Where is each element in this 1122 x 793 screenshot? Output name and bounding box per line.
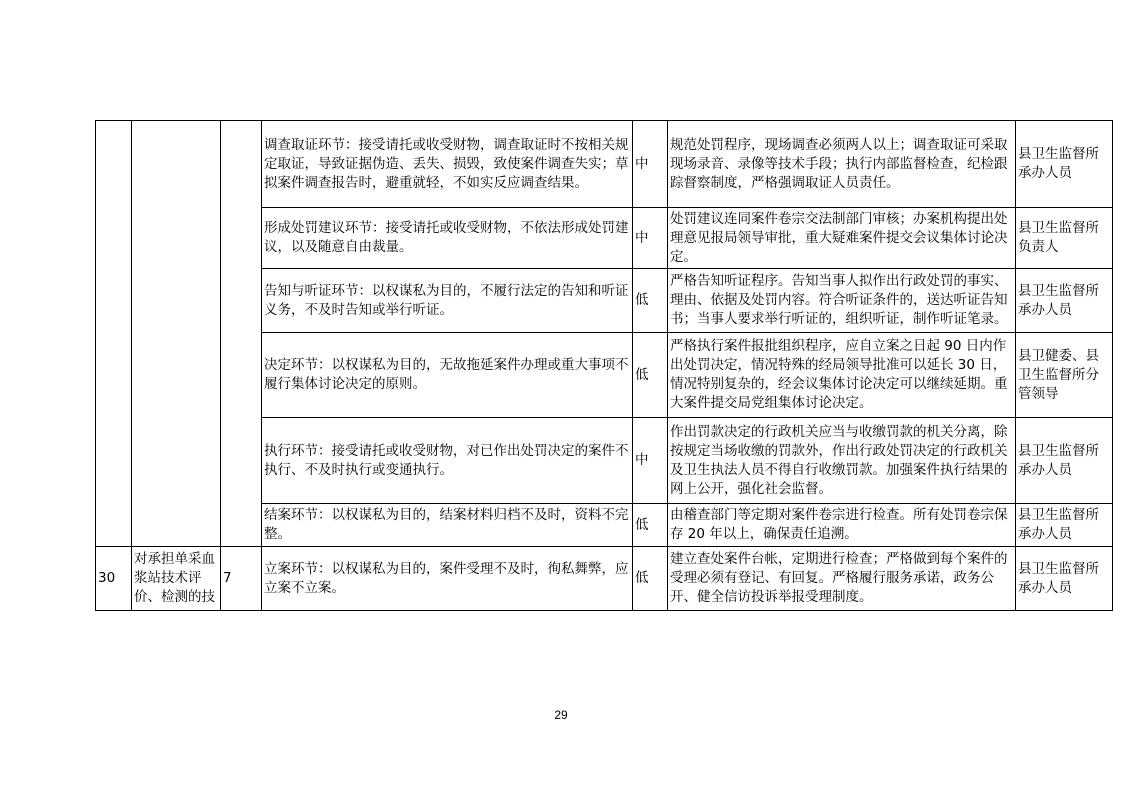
risk-level-cell: 中 xyxy=(633,418,668,504)
responsible-cell: 县卫生监督所承办人员 xyxy=(1016,547,1113,611)
prevention-measure-cell: 处罚建议连同案件卷宗交法制部门审核；办案机构提出处理意见报局领导审批，重大疑难案件提交会议集体讨论决定。 xyxy=(668,208,1016,269)
row-no-cell: 30 xyxy=(96,547,132,611)
responsible-cell: 县卫生监督所承办人员 xyxy=(1016,504,1113,547)
page-number: 29 xyxy=(554,708,568,722)
risk-link-cell: 结案环节：以权谋私为目的，结案材料归档不及时，资料不完整。 xyxy=(262,504,633,547)
risk-link-cell: 形成处罚建议环节：接受请托或收受财物，不依法形成处罚建议，以及随意自由裁量。 xyxy=(262,208,633,269)
prevention-measure-cell: 严格执行案件报批组织程序，应自立案之日起 90 日内作出处罚决定，情况特殊的经局领导批准可以延长 30 日，情况特别复杂的，经会议集体讨论决定可以继续延期。重大案件提交局党组集体讨论决定。 xyxy=(668,333,1016,418)
risk-link-cell: 立案环节：以权谋私为目的，案件受理不及时，徇私舞弊，应立案不立案。 xyxy=(262,547,633,611)
responsible-cell: 县卫健委、县卫生监督所分管领导 xyxy=(1016,333,1113,418)
prevention-measure-cell: 规范处罚程序，现场调查必须两人以上；调查取证可采取现场录音、录像等技术手段；执行内部监督检查，纪检跟踪督察制度，严格强调取证人员责任。 xyxy=(668,121,1016,208)
risk-level-cell: 中 xyxy=(633,208,668,269)
row-no-cell xyxy=(96,121,132,547)
responsible-cell: 县卫生监督所负责人 xyxy=(1016,208,1113,269)
risk-link-cell: 告知与听证环节：以权谋私为目的，不履行法定的告知和听证义务，不及时告知或举行听证。 xyxy=(262,269,633,333)
risk-level-cell: 低 xyxy=(633,333,668,418)
risk-table xyxy=(95,120,1113,611)
responsible-cell: 县卫生监督所承办人员 xyxy=(1016,418,1113,504)
risk-link-cell: 执行环节：接受请托或收受财物，对已作出处罚决定的案件不执行、不及时执行或变通执行。 xyxy=(262,418,633,504)
risk-link-cell: 调查取证环节：接受请托或收受财物，调查取证时不按相关规定取证，导致证据伪造、丢失、损毁，致使案件调查失实；草拟案件调查报告时，避重就轻，不如实反应调查结果。 xyxy=(262,121,633,208)
count-cell: 7 xyxy=(221,547,262,611)
table-row xyxy=(96,121,1113,208)
item-cell: 对承担单采血浆站技术评价、检测的技 xyxy=(132,547,221,611)
table-row xyxy=(96,547,1113,611)
responsible-cell: 县卫生监督所承办人员 xyxy=(1016,121,1113,208)
risk-level-cell: 中 xyxy=(633,121,668,208)
risk-level-cell: 低 xyxy=(633,504,668,547)
risk-level-cell: 低 xyxy=(633,269,668,333)
risk-link-cell: 决定环节：以权谋私为目的，无故拖延案件办理或重大事项不履行集体讨论决定的原则。 xyxy=(262,333,633,418)
responsible-cell: 县卫生监督所承办人员 xyxy=(1016,269,1113,333)
prevention-measure-cell: 由稽查部门等定期对案件卷宗进行检查。所有处罚卷宗保存 20 年以上，确保责任追溯。 xyxy=(668,504,1016,547)
prevention-measure-cell: 严格告知听证程序。告知当事人拟作出行政处罚的事实、理由、依据及处罚内容。符合听证条件的，送达听证告知书；当事人要求举行听证的，组织听证，制作听证笔录。 xyxy=(668,269,1016,333)
prevention-measure-cell: 作出罚款决定的行政机关应当与收缴罚款的机关分离，除按规定当场收缴的罚款外，作出行政处罚决定的行政机关及卫生执法人员不得自行收缴罚款。加强案件执行结果的网上公开，强化社会监督。 xyxy=(668,418,1016,504)
item-cell xyxy=(132,121,221,547)
count-cell xyxy=(221,121,262,547)
risk-level-cell: 低 xyxy=(633,547,668,611)
prevention-measure-cell: 建立查处案件台帐，定期进行检查；严格做到每个案件的受理必须有登记、有回复。严格履行服务承诺，政务公开、健全信访投诉举报受理制度。 xyxy=(668,547,1016,611)
